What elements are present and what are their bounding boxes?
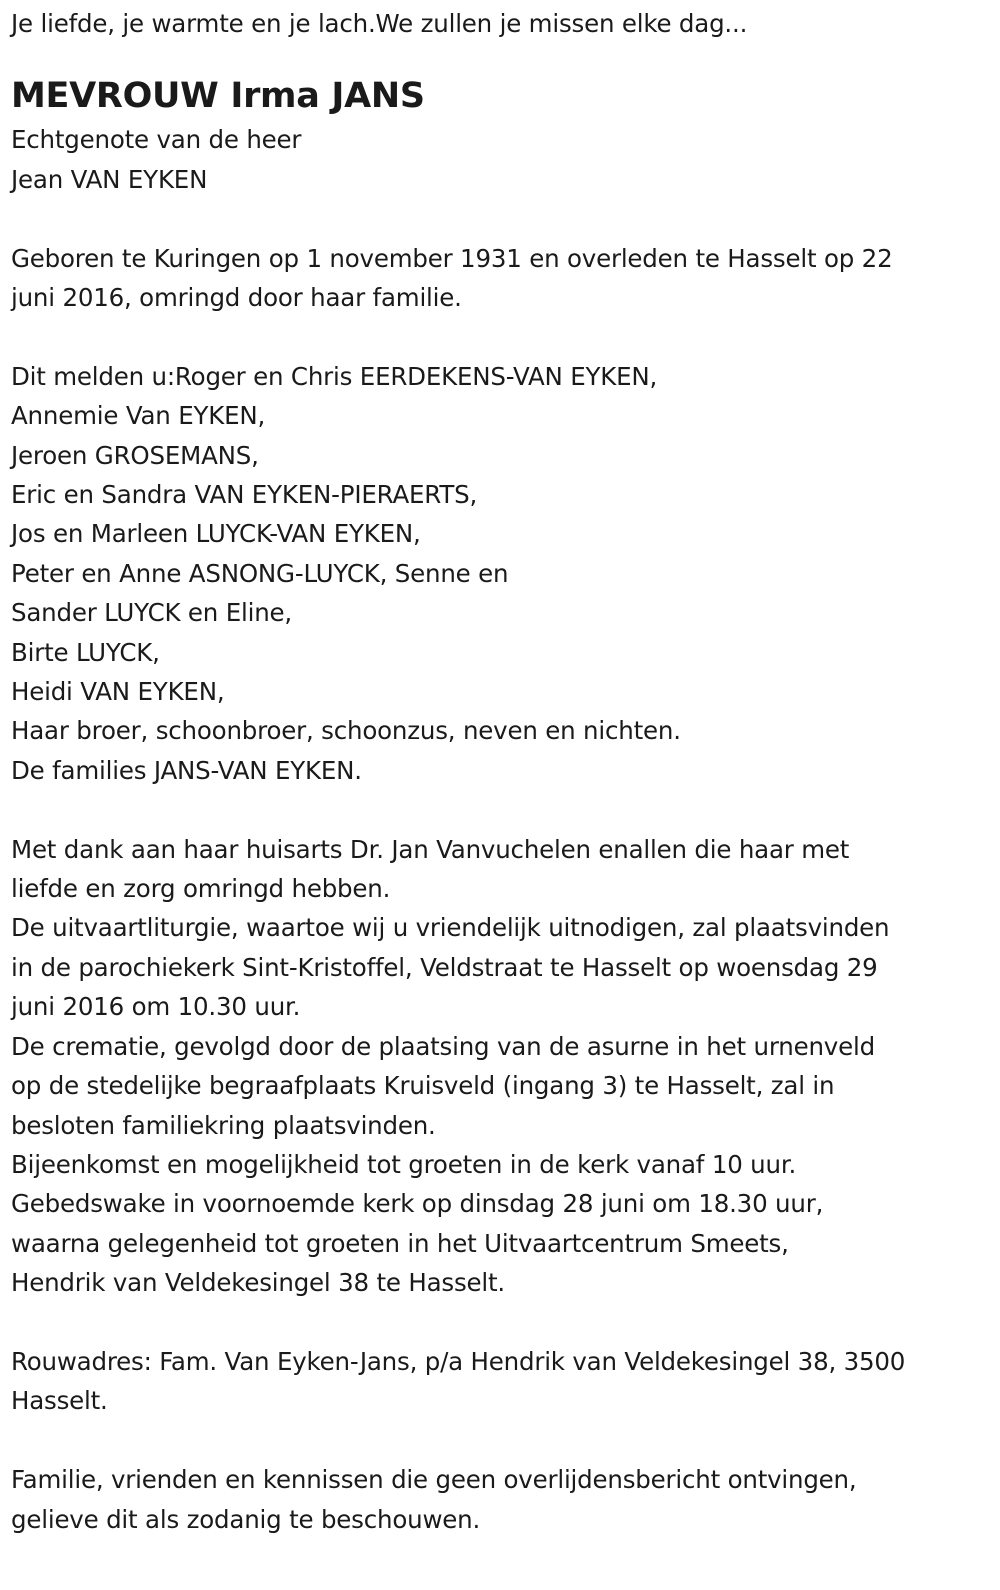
paragraph-gap: [11, 790, 986, 829]
family-line: Annemie Van EYKEN,: [11, 401, 266, 431]
arrangements-line: liefde en zorg omringd hebben.: [11, 874, 391, 904]
arrangements-line: op de stedelijke begraafplaats Kruisveld (ingang 3) te Hasselt, zal in: [11, 1071, 835, 1101]
arrangements-line: Gebedswake in voornoemde kerk op dinsdag 28 juni om 18.30 uur,: [11, 1189, 824, 1219]
arrangements-line: De uitvaartliturgie, waartoe wij u vriendelijk uitnodigen, zal plaatsvinden: [11, 913, 890, 943]
arrangements-line: in de parochiekerk Sint-Kristoffel, Veldstraat te Hasselt op woensdag 29: [11, 952, 878, 982]
obituary-title: MEVROUW Irma JANS: [11, 76, 425, 117]
family-line: De families JANS-VAN EYKEN.: [11, 755, 362, 785]
birth-death-section: [11, 239, 986, 318]
family-line: Jos en Marleen LUYCK-VAN EYKEN,: [11, 519, 421, 549]
birth-death-line: juni 2016, omringd door haar familie.: [11, 283, 462, 313]
family-line: Jeroen GROSEMANS,: [11, 440, 259, 470]
family-line: Dit melden u:Roger en Chris EERDEKENS-VAN EYKEN,: [11, 361, 658, 391]
address-line: Rouwadres: Fam. Van Eyken-Jans, p/a Hendrik van Veldekesingel 38, 3500: [11, 1346, 906, 1376]
birth-death-line: Geboren te Kuringen op 1 november 1931 en overleden te Hasselt op 22: [11, 243, 893, 273]
closing-line: gelieve dit als zodanig te beschouwen.: [11, 1504, 481, 1534]
paragraph-gap: [11, 199, 986, 238]
family-line: Heidi VAN EYKEN,: [11, 677, 225, 707]
paragraph-gap: [11, 1303, 986, 1342]
arrangements-line: juni 2016 om 10.30 uur.: [11, 992, 301, 1022]
address-section: [11, 1342, 986, 1421]
arrangements-line: besloten familiekring plaatsvinden.: [11, 1110, 436, 1140]
arrangements-line: Met dank aan haar huisarts Dr. Jan Vanvuchelen enallen die haar met: [11, 834, 850, 864]
closing-section: [11, 1460, 986, 1539]
spouse-line: Echtgenote van de heer: [11, 125, 302, 155]
arrangements-line: De crematie, gevolgd door de plaatsing van de asurne in het urnenveld: [11, 1031, 875, 1061]
obituary-document: [11, 4, 986, 1539]
arrangements-section: [11, 830, 986, 1303]
spouse-section: [11, 120, 986, 199]
arrangements-line: Hendrik van Veldekesingel 38 te Hasselt.: [11, 1268, 505, 1298]
family-line: Haar broer, schoonbroer, schoonzus, neven en nichten.: [11, 716, 681, 746]
family-line: Birte LUYCK,: [11, 637, 160, 667]
address-line: Hasselt.: [11, 1386, 108, 1416]
spouse-line: Jean VAN EYKEN: [11, 164, 208, 194]
paragraph-gap: [11, 317, 986, 356]
family-line: Peter en Anne ASNONG-LUYCK, Senne en: [11, 558, 509, 588]
family-section: [11, 357, 986, 790]
family-line: Eric en Sandra VAN EYKEN-PIERAERTS,: [11, 480, 478, 510]
motto-line: Je liefde, je warmte en je lach.We zullen je missen elke dag...: [11, 9, 748, 38]
arrangements-line: Bijeenkomst en mogelijkheid tot groeten in de kerk vanaf 10 uur.: [11, 1149, 797, 1179]
closing-line: Familie, vrienden en kennissen die geen overlijdensbericht ontvingen,: [11, 1465, 857, 1495]
family-line: Sander LUYCK en Eline,: [11, 598, 292, 628]
paragraph-gap: [11, 1421, 986, 1460]
arrangements-line: waarna gelegenheid tot groeten in het Uitvaartcentrum Smeets,: [11, 1228, 789, 1258]
